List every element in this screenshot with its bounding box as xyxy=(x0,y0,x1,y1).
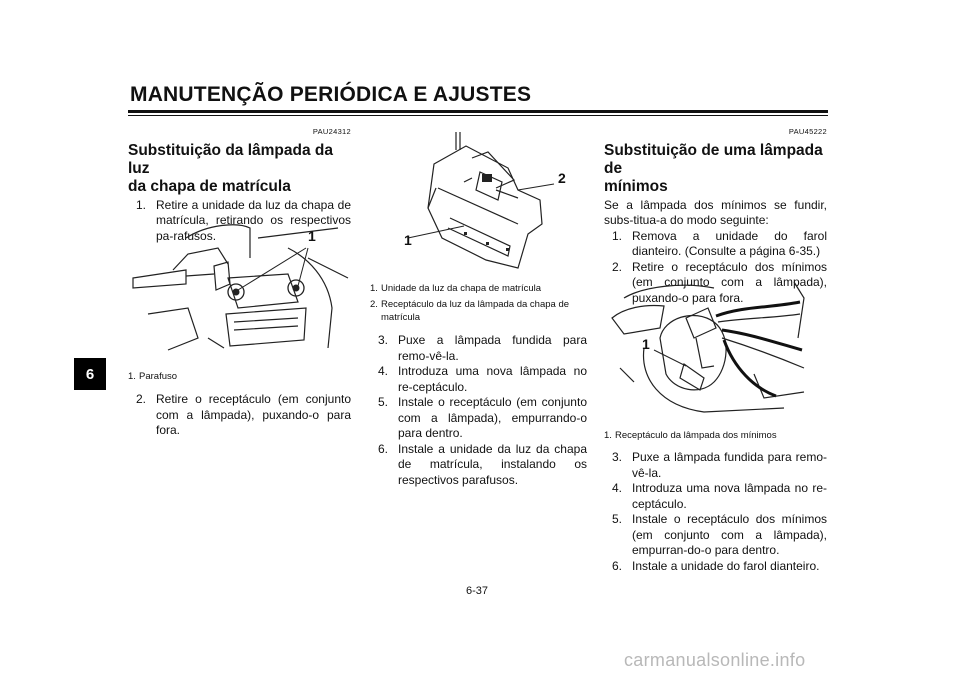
figure-callout: 1 xyxy=(404,232,412,248)
figure-callout: 2 xyxy=(558,170,566,186)
step-text: Instale a unidade da luz da chapa de matrícula, instalando os respectivos parafusos. xyxy=(398,441,587,487)
step-text: Retire o receptáculo dos mínimos (em conjunto com a lâmpada), puxando-o para fora. xyxy=(632,259,827,305)
license-light-screws-figure xyxy=(128,218,351,358)
watermark-text[interactable]: carmanualsonline.info xyxy=(624,650,806,670)
figure-caption xyxy=(128,370,351,383)
section-code: PAU24312 xyxy=(312,127,351,136)
section-heading xyxy=(128,142,351,196)
step-text: Instale o receptáculo dos mínimos (em conjunto com a lâmpada), empurran-do-o para dentro. xyxy=(632,512,827,557)
step-item xyxy=(612,450,827,481)
step-text: Retire o receptáculo (em conjunto com a lâmpada), puxando-o para fora. xyxy=(156,392,351,437)
heading-line: Substituição de uma lâmpada de xyxy=(604,141,823,177)
step-item xyxy=(378,395,587,442)
step-number: 6. xyxy=(612,558,623,573)
section-heading xyxy=(604,142,827,196)
step-number: 3. xyxy=(612,450,623,464)
license-light-unit-figure xyxy=(368,128,591,278)
step-number: 1. xyxy=(136,197,147,212)
step-number: 4. xyxy=(612,481,623,495)
step-text: Puxe a lâmpada fundida para remo-vê-la. xyxy=(632,450,827,480)
header-rule-thin xyxy=(128,115,828,116)
caption-text: Unidade da luz da chapa de matrícula xyxy=(381,283,542,294)
right-steps xyxy=(612,450,827,574)
step-number: 5. xyxy=(612,512,623,526)
caption-text: Receptáculo da lâmpada dos mínimos xyxy=(615,430,777,441)
step-item xyxy=(612,512,827,559)
step-item xyxy=(136,392,351,439)
header-rule-thick xyxy=(128,110,828,113)
heading-line: mínimos xyxy=(604,177,668,195)
section-code: PAU45222 xyxy=(788,127,827,136)
step-text: Remova a unidade do farol dianteiro. (Consulte a página 6-35.) xyxy=(632,228,827,258)
page-header-title: MANUTENÇÃO PERIÓDICA E AJUSTES xyxy=(130,83,532,106)
step-text: Introduza uma nova lâmpada no re-ceptáculo. xyxy=(632,481,827,511)
step-number: 4. xyxy=(378,364,389,378)
caption-number: 1. xyxy=(128,371,136,382)
caption-text: Parafuso xyxy=(139,371,178,382)
step-item xyxy=(378,442,587,489)
step-item xyxy=(378,364,587,395)
heading-line: Substituição da lâmpada da luz xyxy=(128,141,333,177)
step-number: 6. xyxy=(378,441,389,456)
page-number: 6-37 xyxy=(466,585,489,597)
caption-item xyxy=(370,282,585,295)
figure-callout: 1 xyxy=(308,228,316,244)
caption-number: 2. xyxy=(370,299,378,310)
caption-item xyxy=(128,370,351,383)
step-text: Instale o receptáculo (em conjunto com a lâmpada), empurrando-o para dentro. xyxy=(398,395,587,440)
step-number: 5. xyxy=(378,395,389,409)
caption-item xyxy=(370,298,585,324)
step-item xyxy=(612,559,827,575)
step-number: 2. xyxy=(136,392,147,406)
figure-caption xyxy=(604,429,827,442)
step-item xyxy=(378,333,587,364)
chapter-tab: 6 xyxy=(74,358,106,390)
caption-number: 1. xyxy=(370,283,378,294)
step-number: 1. xyxy=(612,228,623,243)
step-text: Retire a unidade da luz da chapa de matrícula, retirando os respectivos pa-rafusos. xyxy=(156,197,351,243)
position-light-socket-figure xyxy=(604,278,827,418)
step-number: 3. xyxy=(378,333,389,347)
step-text: Puxe a lâmpada fundida para remo-vê-la. xyxy=(398,333,587,363)
caption-number: 1. xyxy=(604,430,612,441)
heading-line: da chapa de matrícula xyxy=(128,177,291,195)
figure-caption xyxy=(370,282,585,324)
step-item xyxy=(612,481,827,512)
step-number: 2. xyxy=(612,259,623,274)
caption-item xyxy=(604,429,827,442)
step-item xyxy=(612,229,827,260)
middle-steps xyxy=(378,333,587,488)
caption-text: Receptáculo da luz da lâmpada da chapa de matrícula xyxy=(381,299,570,323)
figure-callout: 1 xyxy=(642,336,650,352)
left-column-continued xyxy=(136,392,351,439)
step-text: Instale a unidade do farol dianteiro. xyxy=(632,558,820,573)
intro-paragraph: Se a lâmpada dos mínimos se fundir, subs-titua-a do modo seguinte: xyxy=(604,197,827,227)
step-text: Introduza uma nova lâmpada no re-ceptáculo. xyxy=(398,364,587,394)
